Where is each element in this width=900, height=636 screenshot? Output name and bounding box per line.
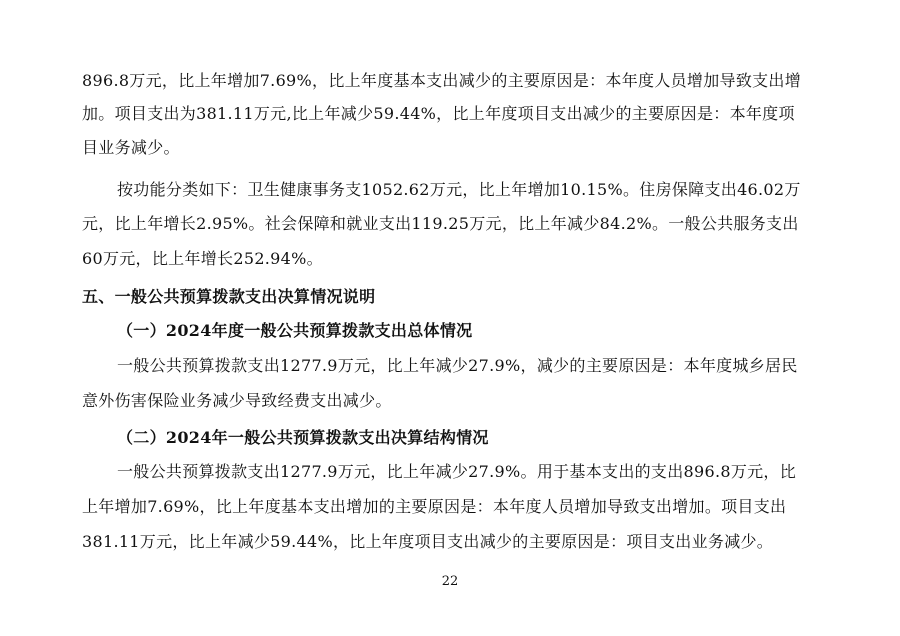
subsection-1-heading: （一）2024年度一般公共预算拨款支出总体情况 [117, 321, 473, 340]
paragraph-2-line-1: 按功能分类如下：卫生健康事务支1052.62万元，比上年增加10.15%。住房保障支出46.02万 [117, 180, 801, 199]
section-5-heading: 五、一般公共预算拨款支出决算情况说明 [82, 287, 376, 306]
subsection-2-heading: （二）2024年一般公共预算拨款支出决算结构情况 [117, 428, 489, 447]
paragraph-4-line-3: 381.11万元，比上年减少59.44%，比上年度项目支出减少的主要原因是：项目支出业务减少。 [82, 532, 774, 551]
paragraph-2-line-3: 60万元，比上年增长252.94%。 [82, 249, 323, 268]
page-number: 22 [441, 574, 459, 589]
paragraph-1-line-2: 加。项目支出为381.11万元,比上年减少59.44%，比上年度项目支出减少的主要原因是：本年度项 [82, 104, 795, 123]
paragraph-1-line-1: 896.8万元，比上年增加7.69%，比上年度基本支出减少的主要原因是：本年度人员增加导致支出增 [82, 71, 802, 90]
paragraph-4-line-1: 一般公共预算拨款支出1277.9万元，比上年减少27.9%。用于基本支出的支出896.8万元，比 [117, 462, 797, 481]
paragraph-4-line-2: 上年增加7.69%，比上年度基本支出增加的主要原因是：本年度人员增加导致支出增加。项目支出 [82, 497, 787, 516]
paragraph-3-line-1: 一般公共预算拨款支出1277.9万元，比上年减少27.9%，减少的主要原因是：本年度城乡居民 [117, 356, 798, 375]
paragraph-3-line-2: 意外伤害保险业务减少导致经费支出减少。 [82, 391, 392, 410]
paragraph-1-line-3: 目业务减少。 [82, 138, 180, 157]
paragraph-2-line-2: 元，比上年增长2.95%。社会保障和就业支出119.25万元，比上年减少84.2%。一般公共服务支出 [82, 214, 799, 233]
